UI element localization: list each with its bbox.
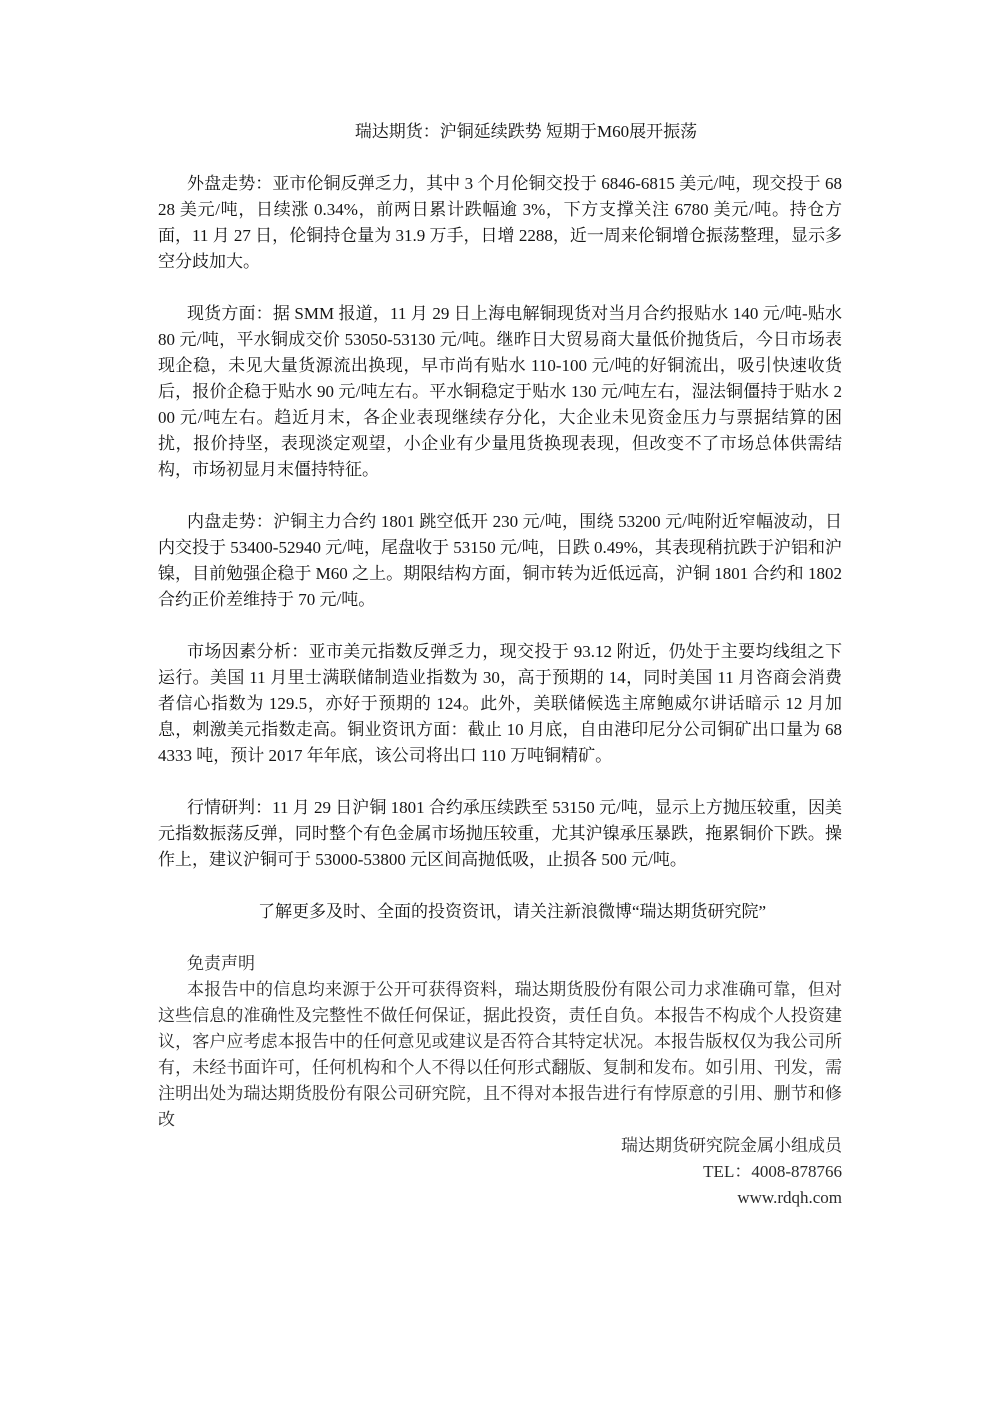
signature-tel: TEL：4008-878766 xyxy=(703,1162,842,1181)
signature-team: 瑞达期货研究院金属小组成员 xyxy=(621,1136,842,1155)
section-domestic-market: 内盘走势：沪铜主力合约 1801 跳空低开 230 元/吨，围绕 53200 元/吨附近窄幅波动，日内交投于 53400-52940 元/吨，尾盘收于 53150 元/吨，日跌 0.49%，其表现稍抗跌于沪铝和沪镍，目前勉强企稳于 M60 之上。期限结构方面，铜市转为近低远高，沪铜 1801 合约和 1802 合约正价差维持于 70 元/吨。 xyxy=(158,512,842,609)
signature-block xyxy=(158,1133,842,1211)
follow-notice: 了解更多及时、全面的投资资讯，请关注新浪微博“瑞达期货研究院” xyxy=(257,902,767,921)
disclaimer-text: 本报告中的信息均来源于公开可获得资料，瑞达期货股份有限公司力求准确可靠，但对这些信息的准确性及完整性不做任何保证，据此投资，责任自负。本报告不构成个人投资建议，客户应考虑本报告中的任何意见或建议是否符合其特定状况。本报告版权仅为我公司所有，未经书面许可，任何机构和个人不得以任何形式翻版、复制和发布。如引用、刊发，需注明出处为瑞达期货股份有限公司研究院，且不得对本报告进行有悖原意的引用、删节和修改 xyxy=(158,980,842,1129)
section-spot-market: 现货方面：据 SMM 报道，11 月 29 日上海电解铜现货对当月合约报贴水 140 元/吨-贴水 80 元/吨，平水铜成交价 53050-53130 元/吨。继昨日大贸易商大量低价抛货后，今日市场表现企稳，未见大量货源流出换现，早市尚有贴水 110-100 元/吨的好铜流出，吸引快速收货后，报价企稳于贴水 90 元/吨左右。平水铜稳定于贴水 130 元/吨左右，湿法铜僵持于贴水 200 元/吨左右。趋近月末，各企业表现继续存分化，大企业未见资金压力与票据结算的困扰，报价持坚，表现淡定观望，小企业有少量甩货换现表现，但改变不了市场总体供需结构，市场初显月末僵持特征。 xyxy=(158,304,842,479)
section-market-outlook: 行情研判：11 月 29 日沪铜 1801 合约承压续跌至 53150 元/吨，显示上方抛压较重，因美元指数振荡反弹，同时整个有色金属市场抛压较重，尤其沪镍承压暴跌，拖累铜价下跌。操作上，建议沪铜可于 53000-53800 元区间高抛低吸，止损各 500 元/吨。 xyxy=(158,798,842,869)
section-overseas-market: 外盘走势：亚市伦铜反弹乏力，其中 3 个月伦铜交投于 6846-6815 美元/吨，现交投于 6828 美元/吨，日续涨 0.34%，前两日累计跌幅逾 3%，下方支撑关注 6780 美元/吨。持仓方面，11 月 27 日，伦铜持仓量为 31.9 万手，日增 2288，近一周来伦铜增仓振荡整理，显示多空分歧加大。 xyxy=(158,174,842,271)
signature-website: www.rdqh.com xyxy=(737,1188,842,1207)
document-body xyxy=(158,119,842,1211)
section-market-factors: 市场因素分析：亚市美元指数反弹乏力，现交投于 93.12 附近，仍处于主要均线组之下运行。美国 11 月里士满联储制造业指数为 30，高于预期的 14，同时美国 11 月咨商会消费者信心指数为 129.5，亦好于预期的 124。此外，美联储候选主席鲍威尔讲话暗示 12 月加息，刺激美元指数走高。铜业资讯方面：截止 10 月底，自由港印尼分公司铜矿出口量为 684333 吨，预计 2017 年年底，该公司将出口 110 万吨铜精矿。 xyxy=(158,642,842,765)
disclaimer-heading: 免责声明 xyxy=(187,954,255,973)
document-title: 瑞达期货：沪铜延续跌势 短期于M60展开振荡 xyxy=(354,122,698,141)
